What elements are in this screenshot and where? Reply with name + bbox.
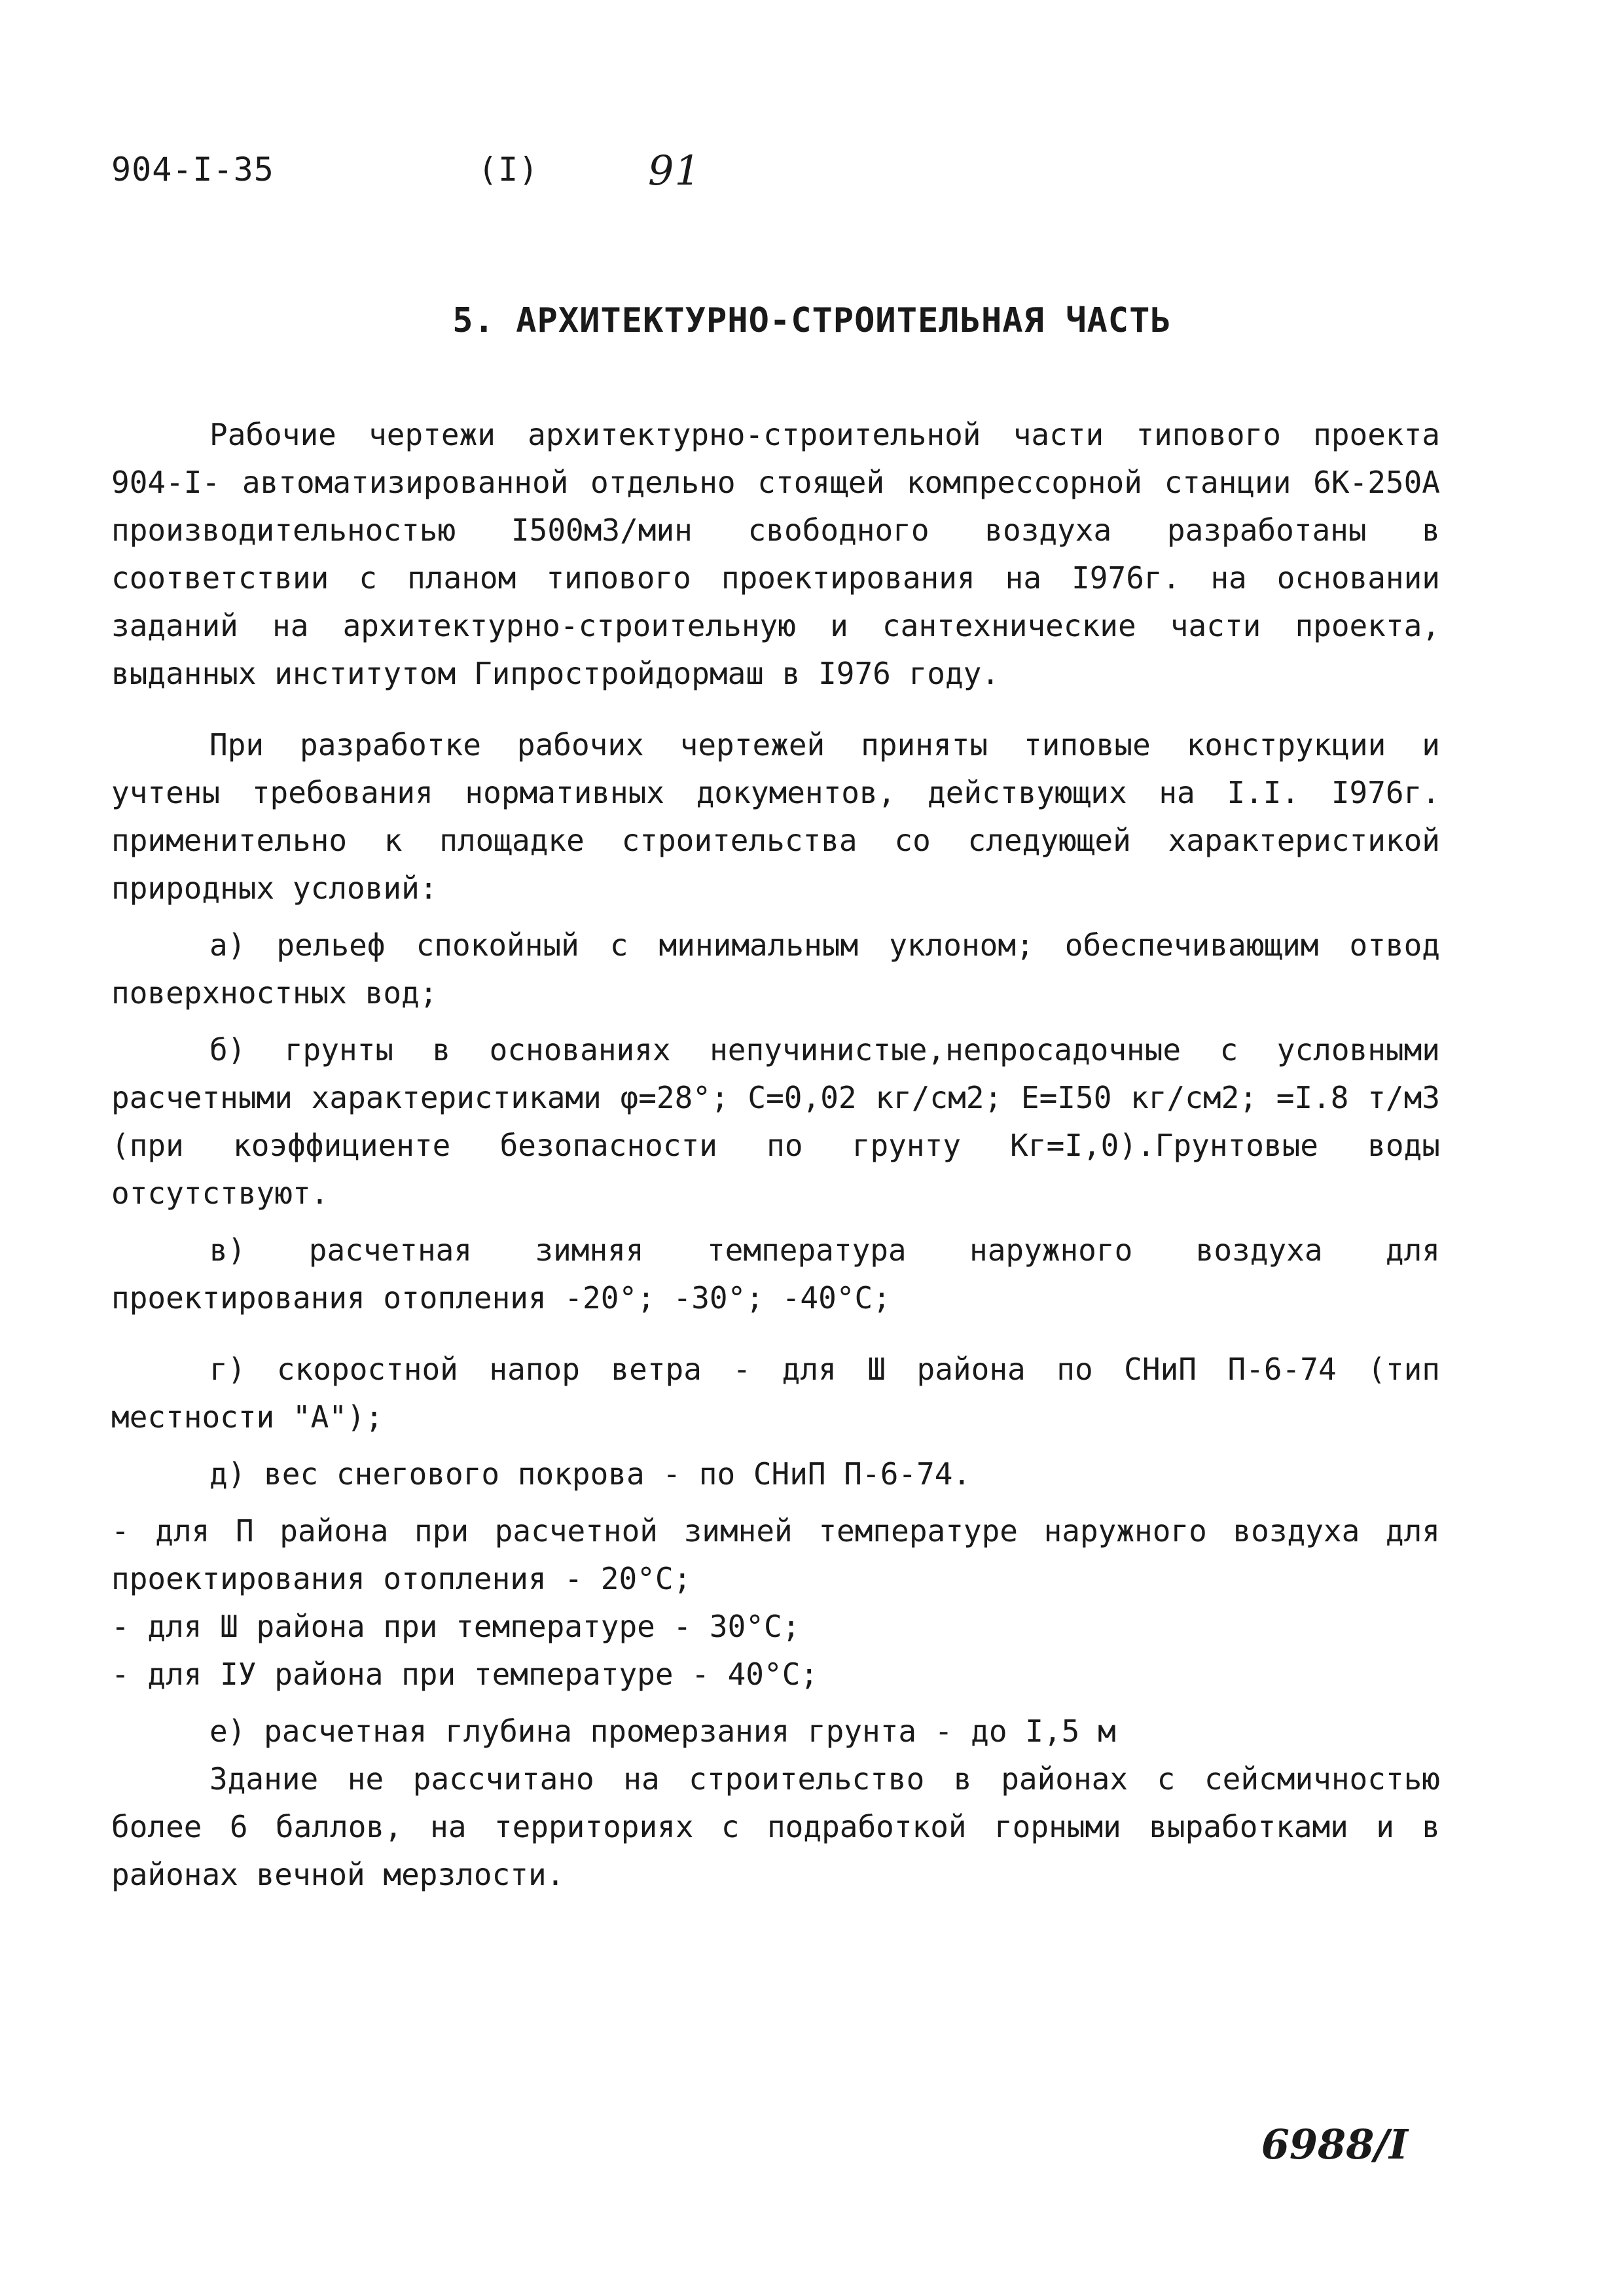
handwritten-page-number: 91	[648, 147, 701, 194]
sheet-number: (I)	[478, 151, 539, 188]
paragraph-intro: Рабочие чертежи архитектурно-строительной части типового проекта 904-I- автоматизированной отдельно стоящей компрессорной станции 6К-250А производительностью I500м3/мин свободного воздуха разработаны в соответствии с планом типового проектирования на I976г. на основании заданий на архитектурно-строительную и сантехнические части проекта, выданных институтом Гипростройдормаш в I976 году.	[111, 417, 1440, 691]
snow-region-2: - для П района при расчетной зимней температуре наружного воздуха для проектирования отопления - 20°С;	[111, 1513, 1440, 1596]
section-title: 5. АРХИТЕКТУРНО-СТРОИТЕЛЬНАЯ ЧАСТЬ	[452, 301, 1172, 340]
project-code: 904-I-35	[111, 151, 274, 188]
paragraph-restrictions: Здание не рассчитано на строительство в районах с сейсмичностью более 6 баллов, на территориях с подработкой горными выработками и в районах вечной мерзлости.	[111, 1761, 1440, 1892]
condition-temperature: в) расчетная зимняя температура наружного воздуха для проектирования отопления -20°; -30°; -40°С;	[111, 1232, 1440, 1316]
condition-soil: б) грунты в основаниях непучинистые,непросадочные с условными расчетными характеристиками φ=28°; С=0,02 кг/см2; Е=I50 кг/см2; =I.8 т/м3 (при коэффициенте безопасности по грунту Кг=I,0).Грунтовые воды отсутствуют.	[111, 1032, 1440, 1211]
condition-frost-depth: е) расчетная глубина промерзания грунта - до I,5 м	[209, 1713, 1116, 1749]
paragraph-design-basis: При разработке рабочих чертежей приняты типовые конструкции и учтены требования нормативных документов, действующих на I.I. I976г. применительно к площадке строительства со следующей характеристикой природных условий:	[111, 727, 1440, 906]
document-body	[111, 411, 1440, 1899]
snow-region-3: - для Ш района при температуре - 30°С;	[111, 1609, 801, 1644]
condition-wind: г) скоростной напор ветра - для Ш района по СНиП П-6-74 (тип местности "А");	[111, 1352, 1440, 1435]
archive-stamp: 6988/I	[1261, 2121, 1408, 2168]
condition-relief: а) рельеф спокойный с минимальным уклоном; обеспечивающим отвод поверхностных вод;	[111, 927, 1440, 1011]
condition-snow: д) вес снегового покрова - по СНиП П-6-74.	[209, 1456, 971, 1492]
snow-region-4: - для IУ района при температуре - 40°С;	[111, 1657, 819, 1692]
